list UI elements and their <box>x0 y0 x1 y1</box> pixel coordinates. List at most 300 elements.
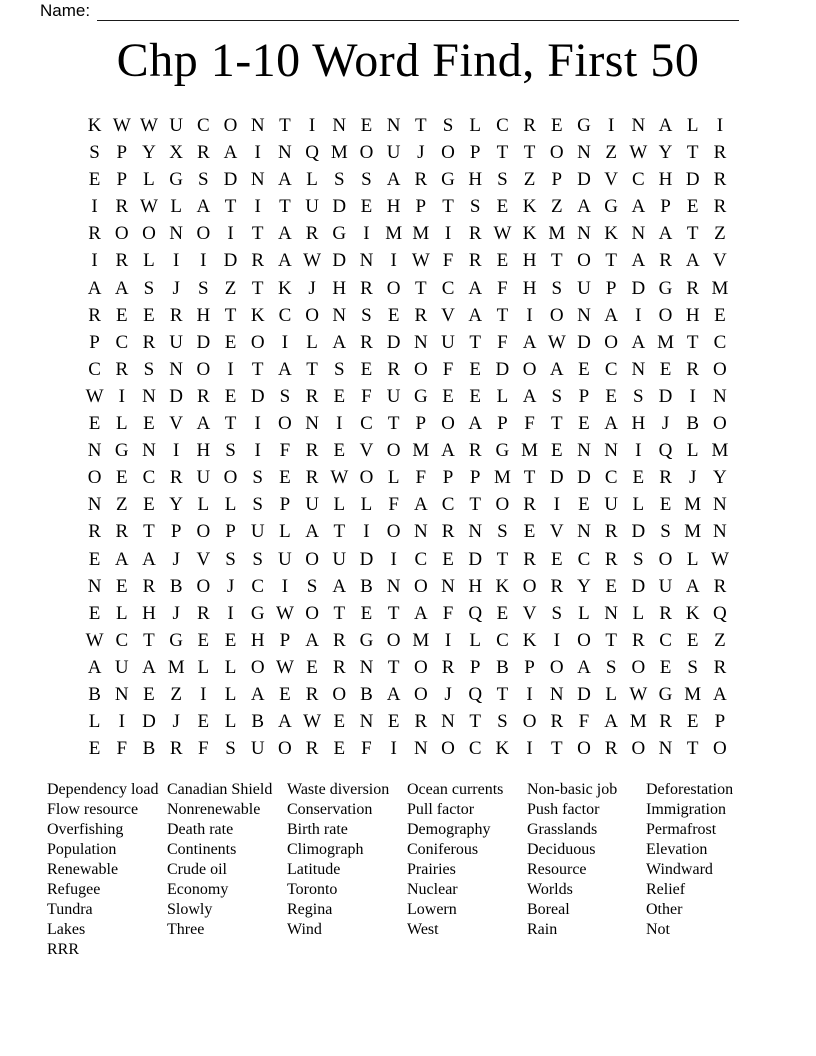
grid-letter: C <box>197 115 210 136</box>
grid-letter: E <box>333 711 346 733</box>
grid-letter: A <box>332 575 347 597</box>
grid-letter: E <box>360 115 373 136</box>
grid-letter: O <box>386 521 401 543</box>
grid-letter: O <box>658 304 673 326</box>
grid-letter: L <box>115 413 128 435</box>
grid-letter: N <box>577 223 591 245</box>
grid-letter: P <box>279 494 291 516</box>
word-list-column <box>47 780 159 960</box>
grid-letter: E <box>550 440 563 462</box>
grid-letter: S <box>442 115 454 136</box>
grid-letter: U <box>278 548 292 570</box>
grid-letter: B <box>686 413 700 435</box>
grid-letter: A <box>577 196 591 218</box>
grid-letter: G <box>658 683 673 705</box>
grid-letter: N <box>386 115 401 136</box>
grid-letter: E <box>496 196 509 218</box>
grid-letter: A <box>386 683 401 705</box>
grid-letter: S <box>225 548 236 570</box>
grid-letter: M <box>385 223 403 245</box>
word-list-item: Toronto <box>287 881 338 898</box>
grid-letter: K <box>522 196 537 218</box>
grid-letter: L <box>632 602 645 624</box>
grid-letter: P <box>660 196 671 218</box>
grid-letter: N <box>577 521 591 543</box>
grid-letter: G <box>495 440 510 462</box>
grid-letter: T <box>143 521 155 543</box>
grid-letter: T <box>251 358 264 380</box>
grid-row <box>81 166 734 193</box>
grid-letter: A <box>631 331 646 353</box>
grid-letter: O <box>441 413 455 435</box>
word-list-item: Worlds <box>527 881 573 898</box>
grid-letter: R <box>88 223 101 245</box>
grid-row <box>81 708 734 735</box>
grid-letter: P <box>497 413 508 435</box>
grid-letter: C <box>577 548 591 570</box>
grid-letter: N <box>250 115 265 136</box>
grid-letter: A <box>87 656 102 678</box>
grid-letter: P <box>469 656 481 678</box>
grid-letter: K <box>495 575 510 597</box>
grid-letter: E <box>88 602 101 624</box>
grid-letter: T <box>251 277 264 299</box>
grid-letter: T <box>279 115 291 136</box>
grid-letter: V <box>169 413 184 435</box>
grid-letter: V <box>441 304 455 326</box>
word-list-item: Population <box>47 841 117 858</box>
grid-letter: T <box>333 521 346 543</box>
grid-letter: X <box>169 142 184 164</box>
grid-letter: M <box>330 142 348 164</box>
grid-letter: T <box>333 602 346 624</box>
grid-letter: C <box>604 358 618 380</box>
grid-letter: K <box>522 223 537 245</box>
grid-letter: I <box>526 304 533 326</box>
grid-letter: P <box>714 711 726 733</box>
word-list-item: Deforestation <box>646 781 734 798</box>
grid-letter: N <box>658 738 673 760</box>
grid-letter: I <box>227 602 234 624</box>
grid-letter: A <box>604 711 619 733</box>
grid-letter: Z <box>224 277 237 299</box>
grid-letter: G <box>114 440 129 462</box>
grid-letter: O <box>522 711 537 733</box>
grid-letter: O <box>87 467 102 489</box>
grid-letter: R <box>197 602 210 624</box>
grid-letter: N <box>413 738 428 760</box>
grid-row <box>81 356 734 383</box>
grid-letter: I <box>254 142 261 164</box>
grid-letter: L <box>88 711 101 733</box>
grid-letter: A <box>413 602 428 624</box>
grid-letter: Y <box>577 575 591 597</box>
grid-letter: A <box>604 304 619 326</box>
grid-letter: A <box>278 169 292 191</box>
grid-letter: E <box>469 358 482 380</box>
word-list-item: Three <box>167 921 205 938</box>
grid-letter: Y <box>142 142 156 164</box>
grid-letter: T <box>469 331 482 353</box>
grid-letter: O <box>604 331 619 353</box>
grid-letter: N <box>713 521 727 543</box>
grid-letter: E <box>360 196 373 218</box>
grid-letter: I <box>444 223 452 245</box>
grid-letter: N <box>87 575 102 597</box>
grid-letter: D <box>631 277 646 299</box>
grid-letter: N <box>577 304 591 326</box>
grid-letter: N <box>142 440 156 462</box>
grid-letter: R <box>713 575 727 597</box>
grid-letter: R <box>115 196 129 218</box>
grid-letter: P <box>89 331 100 353</box>
word-list-item: RRR <box>47 941 80 958</box>
grid-letter: Q <box>305 142 319 164</box>
word-list-item: Canadian Shield <box>167 781 273 798</box>
grid-letter: H <box>658 169 673 191</box>
grid-letter: U <box>577 277 591 299</box>
grid-letter: A <box>305 521 319 543</box>
grid-letter: Y <box>658 142 673 164</box>
grid-letter: E <box>442 548 454 570</box>
word-list-item: Coniferous <box>407 841 479 858</box>
grid-letter: S <box>687 656 698 678</box>
word-list-item: Grasslands <box>527 821 598 838</box>
grid-letter: H <box>685 304 700 326</box>
grid-letter: R <box>632 629 645 651</box>
grid-letter: R <box>88 521 101 543</box>
grid-letter: Y <box>713 467 727 489</box>
grid-letter: L <box>170 196 182 218</box>
grid-letter: R <box>305 385 319 407</box>
grid-letter: N <box>359 250 374 272</box>
grid-letter: S <box>551 385 563 407</box>
grid-letter: P <box>279 629 291 651</box>
grid-letter: L <box>578 602 590 624</box>
grid-letter: D <box>142 711 156 733</box>
grid-letter: T <box>279 196 291 218</box>
grid-letter: L <box>360 494 373 516</box>
word-list-item: Dependency load <box>47 781 159 798</box>
grid-row <box>81 735 734 762</box>
grid-letter: A <box>278 223 292 245</box>
word-list-item: Regina <box>287 901 333 918</box>
grid-letter: Z <box>605 142 617 164</box>
grid-letter: I <box>281 331 289 353</box>
grid-letter: S <box>252 548 263 570</box>
grid-letter: O <box>223 467 238 489</box>
grid-letter: A <box>658 223 673 245</box>
grid-letter: I <box>254 440 261 462</box>
grid-letter: Z <box>170 683 182 705</box>
grid-letter: A <box>468 277 483 299</box>
grid-letter: E <box>686 711 699 733</box>
grid-letter: L <box>686 548 699 570</box>
grid-letter: R <box>360 331 373 353</box>
grid-letter: G <box>169 629 184 651</box>
word-list-item: Windward <box>646 861 713 878</box>
grid-letter: I <box>390 548 397 570</box>
grid-letter: S <box>551 277 563 299</box>
grid-letter: S <box>225 440 236 462</box>
grid-row <box>81 437 734 464</box>
grid-letter: M <box>629 711 647 733</box>
grid-letter: O <box>577 738 591 760</box>
grid-letter: C <box>414 548 428 570</box>
grid-letter: I <box>308 115 316 136</box>
grid-letter: U <box>196 467 211 489</box>
grid-letter: S <box>252 467 263 489</box>
grid-letter: A <box>604 413 619 435</box>
name-label: Name: <box>40 1 91 20</box>
grid-letter: A <box>413 494 428 516</box>
grid-letter: D <box>577 331 591 353</box>
grid-letter: P <box>469 467 481 489</box>
grid-letter: M <box>684 494 702 516</box>
word-list-column <box>287 780 389 940</box>
grid-letter: W <box>547 331 566 353</box>
grid-letter: I <box>254 196 261 218</box>
grid-row <box>81 220 734 247</box>
grid-letter: B <box>251 711 265 733</box>
grid-letter: E <box>686 629 699 651</box>
grid-letter: S <box>633 548 644 570</box>
grid-letter: R <box>414 169 428 191</box>
grid-letter: C <box>441 494 455 516</box>
grid-letter: I <box>526 683 533 705</box>
grid-letter: A <box>196 413 211 435</box>
grid-letter: H <box>468 169 483 191</box>
grid-letter: U <box>114 656 129 678</box>
grid-letter: M <box>412 440 430 462</box>
grid-letter: F <box>361 738 372 760</box>
grid-row <box>81 491 734 518</box>
grid-letter: F <box>198 738 209 760</box>
grid-letter: R <box>659 711 672 733</box>
grid-letter: I <box>635 304 642 326</box>
grid-letter: K <box>604 223 619 245</box>
grid-letter: L <box>469 115 482 136</box>
word-list <box>0 780 816 960</box>
grid-letter: O <box>332 683 347 705</box>
grid-letter: R <box>468 440 482 462</box>
grid-letter: L <box>224 494 237 516</box>
grid-letter: A <box>305 629 319 651</box>
grid-letter: O <box>713 738 727 760</box>
grid-letter: R <box>305 738 319 760</box>
grid-letter: N <box>713 494 727 516</box>
word-list-item: Demography <box>407 821 491 838</box>
grid-letter: N <box>468 521 483 543</box>
grid-letter: S <box>252 494 263 516</box>
grid-letter: D <box>223 250 238 272</box>
grid-letter: S <box>361 304 372 326</box>
grid-letter: O <box>386 277 401 299</box>
grid-letter: S <box>469 196 481 218</box>
grid-letter: D <box>169 385 184 407</box>
grid-letter: S <box>361 169 372 191</box>
grid-letter: W <box>85 629 104 651</box>
grid-letter: J <box>444 683 452 705</box>
grid-letter: I <box>281 575 289 597</box>
grid-letter: E <box>442 385 454 407</box>
grid-letter: E <box>88 738 101 760</box>
grid-letter: M <box>711 440 729 462</box>
grid-letter: R <box>604 738 618 760</box>
grid-letter: E <box>115 304 128 326</box>
grid-letter: I <box>118 711 125 733</box>
grid-letter: U <box>658 575 673 597</box>
grid-letter: O <box>413 575 428 597</box>
word-list-item: Non-basic job <box>527 781 618 798</box>
grid-letter: T <box>469 711 482 733</box>
grid-letter: F <box>442 250 454 272</box>
grid-letter: I <box>227 223 234 245</box>
grid-letter: A <box>87 277 102 299</box>
grid-letter: T <box>550 738 563 760</box>
grid-row <box>81 383 734 410</box>
grid-letter: A <box>114 277 129 299</box>
grid-letter: B <box>496 656 509 678</box>
grid-letter: C <box>278 304 292 326</box>
word-list-item: Not <box>646 921 670 938</box>
grid-letter: O <box>549 304 564 326</box>
grid-letter: L <box>686 115 699 136</box>
grid-letter: L <box>605 683 617 705</box>
grid-letter: D <box>658 385 673 407</box>
grid-letter: T <box>415 115 427 136</box>
grid-letter: D <box>631 521 646 543</box>
grid-letter: I <box>716 115 724 136</box>
grid-letter: T <box>387 656 400 678</box>
grid-letter: D <box>495 358 510 380</box>
grid-letter: N <box>114 683 129 705</box>
grid-letter: R <box>360 277 373 299</box>
grid-letter: U <box>386 385 401 407</box>
grid-letter: E <box>224 385 237 407</box>
grid-letter: E <box>686 196 699 218</box>
grid-letter: M <box>684 683 702 705</box>
grid-letter: O <box>305 304 319 326</box>
grid-letter: W <box>411 250 430 272</box>
grid-letter: L <box>197 494 210 516</box>
grid-letter: M <box>711 277 729 299</box>
grid-letter: P <box>225 521 236 543</box>
grid-letter: R <box>332 656 346 678</box>
grid-letter: S <box>633 385 644 407</box>
grid-letter: A <box>114 548 129 570</box>
grid-letter: V <box>713 250 727 272</box>
grid-letter: L <box>279 521 291 543</box>
grid-letter: T <box>251 223 264 245</box>
grid-letter: I <box>200 683 207 705</box>
grid-letter: D <box>577 683 591 705</box>
word-list-column <box>407 780 503 940</box>
grid-letter: R <box>523 115 536 136</box>
grid-letter: E <box>197 711 210 733</box>
grid-letter: E <box>224 331 237 353</box>
grid-letter: F <box>116 738 128 760</box>
grid-row <box>81 275 734 302</box>
grid-letter: L <box>306 331 318 353</box>
grid-letter: S <box>497 169 508 191</box>
grid-letter: T <box>143 629 155 651</box>
grid-letter: Z <box>523 169 536 191</box>
grid-letter: R <box>142 331 156 353</box>
grid-letter: A <box>631 196 646 218</box>
word-list-item: Nuclear <box>407 881 458 898</box>
grid-letter: E <box>659 656 672 678</box>
grid-letter: M <box>684 521 702 543</box>
grid-letter: A <box>522 331 537 353</box>
word-list-item: Resource <box>527 861 587 878</box>
grid-letter: D <box>549 467 564 489</box>
grid-letter: O <box>577 250 591 272</box>
grid-letter: E <box>197 629 210 651</box>
grid-letter: E <box>306 656 318 678</box>
grid-letter: E <box>143 494 155 516</box>
grid-letter: E <box>659 494 672 516</box>
grid-letter: G <box>332 223 347 245</box>
grid-letter: I <box>172 250 180 272</box>
grid-letter: N <box>87 440 102 462</box>
word-list-item: Ocean currents <box>407 781 504 798</box>
grid-letter: H <box>332 277 347 299</box>
grid-row <box>81 410 734 437</box>
word-list-item: Death rate <box>167 821 234 838</box>
grid-letter: O <box>577 629 591 651</box>
grid-letter: S <box>198 169 209 191</box>
grid-letter: P <box>415 196 427 218</box>
grid-letter: T <box>306 358 318 380</box>
grid-letter: C <box>251 575 265 597</box>
grid-letter: P <box>415 413 427 435</box>
word-list-item: Conservation <box>287 801 373 818</box>
grid-letter: G <box>577 115 591 136</box>
grid-letter: E <box>578 358 590 380</box>
grid-letter: A <box>441 440 455 462</box>
grid-letter: C <box>713 331 727 353</box>
grid-letter: E <box>578 413 590 435</box>
grid-letter: T <box>605 250 617 272</box>
grid-letter: I <box>227 358 234 380</box>
grid-letter: W <box>140 115 158 136</box>
grid-letter: T <box>605 629 617 651</box>
word-list-column <box>527 780 617 940</box>
grid-letter: T <box>550 250 563 272</box>
grid-letter: B <box>142 738 156 760</box>
grid-letter: E <box>88 169 101 191</box>
grid-letter: E <box>115 575 128 597</box>
grid-letter: O <box>413 656 428 678</box>
word-list-item: West <box>407 921 439 938</box>
word-list-item: Renewable <box>47 861 119 878</box>
grid-letter: W <box>112 115 131 136</box>
grid-letter: R <box>604 548 618 570</box>
grid-letter: H <box>250 629 265 651</box>
grid-letter: U <box>250 521 265 543</box>
grid-letter: O <box>713 358 727 380</box>
grid-letter: O <box>713 413 727 435</box>
grid-letter: A <box>685 575 700 597</box>
grid-letter: K <box>250 304 265 326</box>
grid-letter: N <box>413 521 428 543</box>
grid-letter: O <box>250 656 265 678</box>
grid-letter: B <box>360 575 373 597</box>
grid-letter: I <box>363 223 370 245</box>
grid-letter: R <box>88 304 101 326</box>
grid-letter: T <box>496 548 509 570</box>
